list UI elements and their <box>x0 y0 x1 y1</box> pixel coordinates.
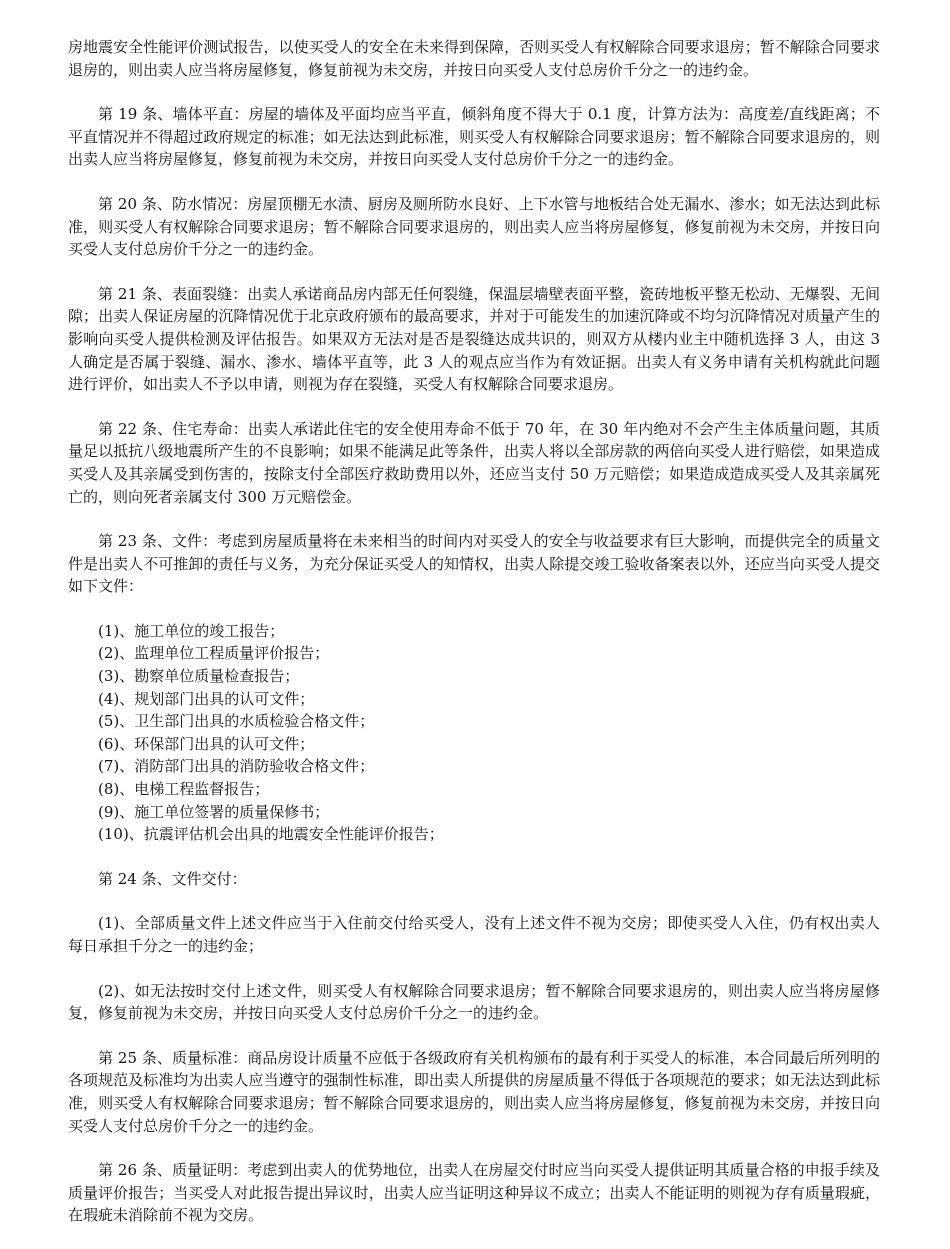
list-item: (2)、监理单位工程质量评价报告； <box>98 644 330 663</box>
document-page <box>68 36 880 1249</box>
article-24-clause-2: (2)、如无法按时交付上述文件，则买受人有权解除合同要求退房；暂不解除合同要求退房的，则出卖人应当将房屋修复，修复前视为未交房，并按日向买受人支付总房价千分之一的违约金。 <box>68 981 880 1023</box>
article-26-quality-proof: 第 26 条、质量证明：考虑到出卖人的优势地位，出卖人在房屋交付时应当向买受人提供证明其质量合格的申报手续及质量评价报告；当买受人对此报告提出异议时，出卖人应当证明这种异议不成立；出卖人不能证明的则视为存有质量瑕疵，在瑕疵未消除前不视为交房。 <box>68 1161 880 1225</box>
article-24-heading: 第 24 条、文件交付： <box>98 869 247 888</box>
article-24-clause-1: (1)、全部质量文件上述文件应当于入住前交付给买受人，没有上述文件不视为交房；即使买受人入住，仍有权出卖人每日承担千分之一的违约金； <box>68 914 880 955</box>
document-list <box>68 620 880 846</box>
article-20-waterproofing: 第 20 条、防水情况：房屋顶棚无水渍、厨房及厕所防水良好、上下水管与地板结合处无漏水、渗水；如无法达到此标准，则买受人有权解除合同要求退房；暂不解除合同要求退房的，则出卖人应当将房屋修复，修复前视为未交房，并按日向买受人支付总房价千分之一的违约金。 <box>68 194 880 259</box>
article-22-housing-lifespan: 第 22 条、住宅寿命：出卖人承诺此住宅的安全使用寿命不低于 70 年，在 30 年内绝对不会产生主体质量问题，其质量足以抵抗八级地震所产生的不良影响；如果不能满足此等条件，出卖人将以全部房款的两倍向买受人进行赔偿，如果造成买受人及其亲属受到伤害的，按除支付全部医疗救助费用以外，还应当支付 50 万元赔偿；如果造成造成买受人及其亲属死亡的，则向死者亲属支付 300 万元赔偿金。 <box>68 419 880 506</box>
list-item: (4)、规划部门出具的认可文件； <box>98 689 315 708</box>
article-21-surface-cracks: 第 21 条、表面裂缝：出卖人承诺商品房内部无任何裂缝，保温层墙壁表面平整，瓷砖地板平整无松动、无爆裂、无间隙；出卖人保证房屋的沉降情况优于北京政府颁布的最高要求，并对于可能发生的加速沉降或不均匀沉降情况对质量产生的影响向买受人提供检测及评估报告。如果双方无法对是否是裂缝达成共识的，则双方从楼内业主中随机选择 3 人，由这 3 人确定是否属于裂缝、漏水、渗水、墙体平直等，此 3 人的观点应当作为有效证据。出卖人有义务申请有关机构就此问题进行评价，如出卖人不予以申请，则视为存在裂缝，买受人有权解除合同要求退房。 <box>68 284 880 394</box>
article-19-wall-flatness: 第 19 条、墙体平直：房屋的墙体及平面均应当平直，倾斜角度不得大于 0.1 度，计算方法为：高度差/直线距离；不平直情况并不得超过政府规定的标准；如无法达到此标准，则买受人有权解除合同要求退房；暂不解除合同要求退房的，则出卖人应当将房屋修复，修复前视为未交房，并按日向买受人支付总房价千分之一的违约金。 <box>68 105 880 169</box>
list-item: (10)、抗震评估机会出具的地震安全性能评价报告； <box>98 825 444 844</box>
list-item: (8)、电梯工程监督报告； <box>98 780 270 799</box>
article-25-quality-standard: 第 25 条、质量标准：商品房设计质量不应低于各级政府有关机构颁布的最有利于买受人的标准，本合同最后所列明的各项规范及标准均为出卖人应当遵守的强制性标准，即出卖人所提供的房屋质量不得低于各项规范的要求；如无法达到此标准，则买受人有权解除合同要求退房；暂不解除合同要求退房的，则出卖人应当将房屋修复，修复前视为未交房，并按日向买受人支付总房价千分之一的违约金。 <box>68 1048 880 1135</box>
list-item: (9)、施工单位签署的质量保修书； <box>98 802 330 821</box>
article-23-documents: 第 23 条、文件：考虑到房屋质量将在未来相当的时间内对买受人的安全与收益要求有巨大影响，而提供完全的质量文件是出卖人不可推卸的责任与义务，为充分保证买受人的知情权，出卖人除提交竣工验收备案表以外，还应当向买受人提交如下文件： <box>68 532 880 596</box>
list-item: (3)、勘察单位质量检查报告； <box>98 667 300 686</box>
list-item: (5)、卫生部门出具的水质检验合格文件； <box>98 712 375 731</box>
list-item: (6)、环保部门出具的认可文件； <box>98 734 315 753</box>
list-item: (1)、施工单位的竣工报告； <box>98 621 285 640</box>
list-item: (7)、消防部门出具的消防验收合格文件； <box>98 757 375 776</box>
paragraph-continuation: 房地震安全性能评价测试报告，以使买受人的安全在未来得到保障，否则买受人有权解除合同要求退房；暂不解除合同要求退房的，则出卖人应当将房屋修复，修复前视为未交房，并按日向买受人支付总房价千分之一的违约金。 <box>68 38 880 79</box>
